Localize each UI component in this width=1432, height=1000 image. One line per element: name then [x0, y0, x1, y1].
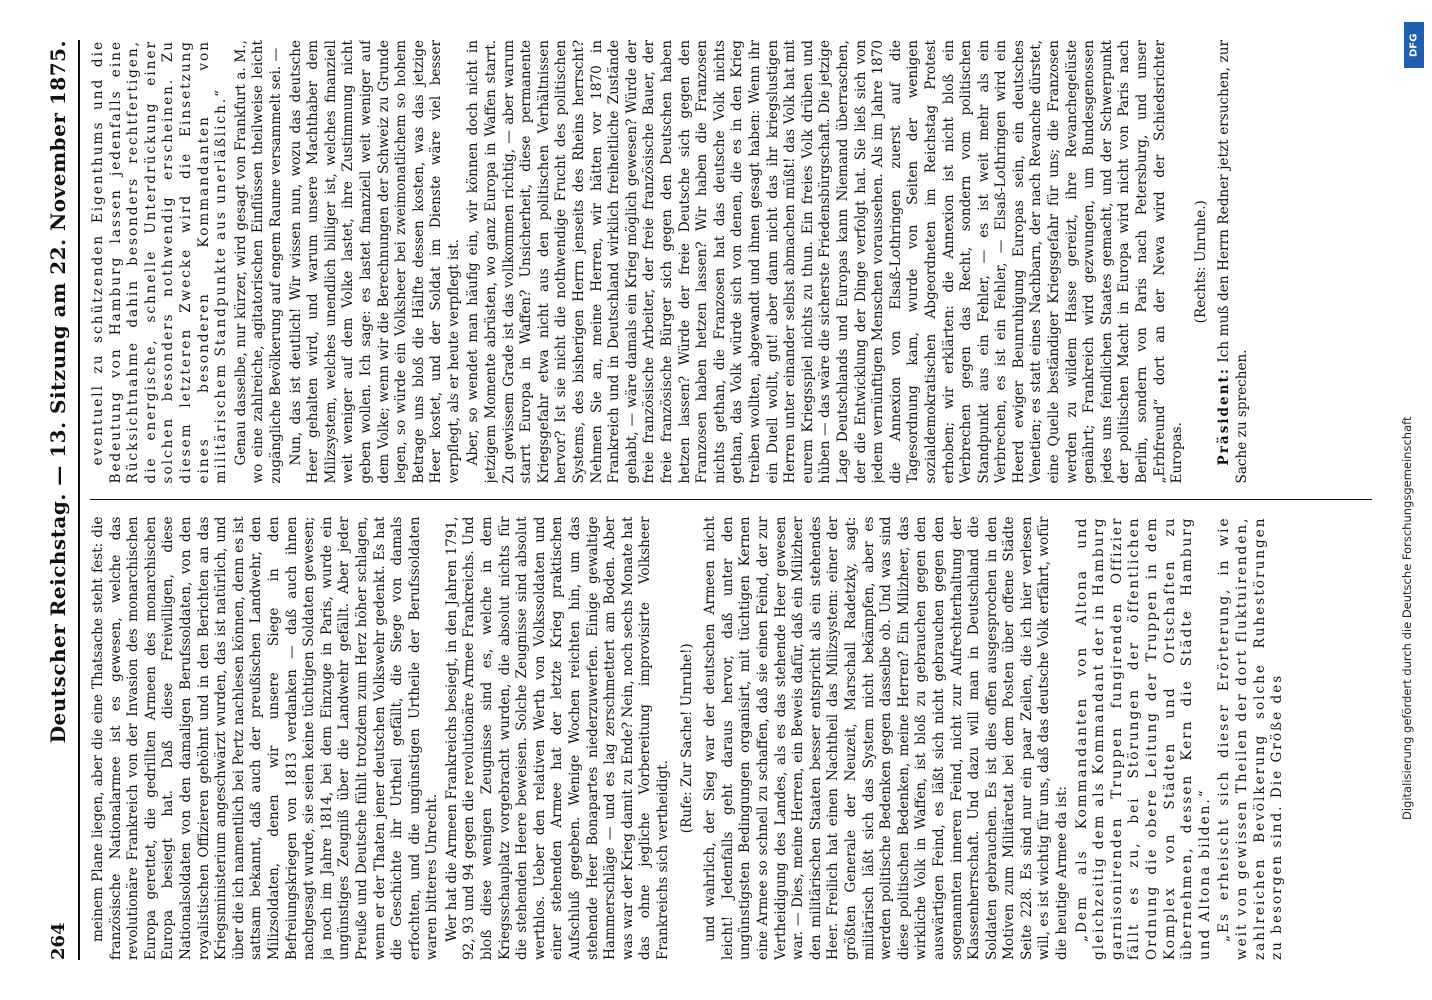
page-number: 264	[47, 922, 69, 960]
remark-text: Ich muß den Herrn Redner jetzt ersuchen, zur Sache zu sprechen.	[1216, 40, 1250, 484]
paragraph: meinem Plane liegen, aber die eine Thatsache steht fest: die französische Nationalarmee ist es gewesen, welche das revolutionäre Frankreich von der Invasion des monarchischen Europa gerettet, die gedrillten Armeen des monarchischen Europa besiegt hat. Daß diese Freiwilligen, diese Nationalsoldaten von den damaligen Berufssoldaten, von den royalistischen Offizieren gehöhnt und in den Berichten an das Kriegsministerium angeschwärzt wurden, das ist natürlich, und über die ich namentlich bei Pertz nachlesen können, denn es ist sattsam bekannt, daß auch der preußischen Landwehr, den Milizsoldaten, denen wir unsere Siege in den Befreiungskriegen von 1813 verdanken — daß auch ihnen nachgesagt wurde, sie seien keine tüchtigen Soldaten gewesen; ja noch im Jahre 1814, bei dem Einzuge in Paris, wurde ein ungünstiges Zeugniß über die Landwehr gefällt. Aber jeder Preuße und Deutsche fühlt trotzdem zum Herz höher schlagen, wenn er der Thaten jener deutschen Volkswehr gedenkt. Es hat die Geschichte ihr Urtheil gefällt, die Siege von damals erfochten, und die ungünstigen Urtheile der Berufssoldaten waren bitteres Unrecht.	[90, 516, 441, 960]
paragraph: und wahrlich, der Sieg war der deutschen Armeen nicht leicht! Jedenfalls geht daraus hervor, daß unter den ungünstigsten Bedingungen organisirt, mit tüchtigen Kernen eine Armee so schnell zu schaffen, daß sie einen Feind, der zur Vertheidigung des Landes, als es das stehende Heer gewesen war. — Dies, meine Herren, ein Beweis dafür, daß ein Milizheer den militärischen Staaten besser entspricht als ein stehendes Heer. Freilich hat einen Nachtheil das Milizsystem: einer der größten Generale der Neuzeit, Marschall Radetzky, sagt: militärisch läßt sich das System nicht bekämpfen, aber es werden politische Bedenken gegen dasselbe ob. Und was sind diese politischen Bedenken, meine Herren? Ein Milizheer, das wirkliche Volk in Waffen, ist bloß zu gebrauchen gegen den auswärtigen Feind, es läßt sich nicht gebrauchen gegen den sogenannten inneren Feind, nicht zur Aufrechterhaltung der Klassenherrschaft. Und dazu will man in Deutschland die Soldaten gebrauchen. Es ist dies offen ausgesprochen in den Motiven zum Militäretat bei dem Posten über offene Städte Seite 228. Es sind nur ein paar Zeilen, die ich hier verlesen will, es ist wichtig für uns, daß das deutsche Volk erfährt, wofür die heutige Armee da ist:	[702, 516, 1071, 960]
left-column	[90, 517, 1372, 961]
page-title: Deutscher Reichstag. — 13. Sitzung am 22. November 1875.	[46, 40, 70, 744]
quotation: „Es erheischt sich dieser Erörterung, in wie weit von gewissen Theilen der dort fluktuirenden, zahlreichen Bevölkerung solche Ruhestörungen zu besorgen sind. Die Größe des	[1216, 516, 1286, 960]
quotation: „Dem als Kommandanten von Altona und gleichzeitig dem als Kommandant der in Hamburg garnisonirenden Truppen fungirenden Offizier fällt es zu, bei Störungen der öffentlichen Ordnung die obere Leitung der Truppen in dem Komplex von Städten und Ortschaften zu übernehmen, dessen Kern die Städte Hamburg und Altona bilden.“	[1073, 516, 1213, 960]
column-divider	[90, 500, 1372, 501]
right-column	[90, 40, 1372, 484]
quotation: eventuell zu schützenden Eigenthums und die Bedeutung von Hamburg lassen jedenfalls eine Rücksichtnahme dahin besonders rechtfertigen, die energische, schnelle Unterdrückung einer solchen besonders nothwendig erscheinen. Zu diesem letzteren Zwecke wird die Einsetzung eines besonderen Kommandanten von militärischem Standpunkte aus unerläßlich.“	[90, 40, 230, 484]
paragraph: Aber, so wendet man häufig ein, wir können doch nicht in jetzigem Momente abrüsten, wo ganz Europa in Waffen starrt. Zu gewissem Grade ist das vollkommen richtig, — aber warum starrt Europa in Waffen? Unsicherheit, diese permanente Kriegsgefahr etwa nicht aus den politischen Verhältnissen hervor? Ist sie nicht die nothwendige Frucht des politischen Systems, des bisherigen Herrn jenseits des Rheins herrscht? Nehmen Sie an, meine Herren, wir hätten vor 1870 in Frankreich und in Deutschland wirklich freiheitliche Zustände gehabt, — wäre damals ein Krieg möglich gewesen? Würde der freie französische Arbeiter, der freie französische Bauer, der freie französische Bürger sich gegen den Deutschen haben hetzen lassen? Würde der freie Deutsche sich gegen den Franzosen haben hetzen lassen? Wir haben die Franzosen nichts gethan, die Franzosen hat das deutsche Volk nichts gethan, das Volk würde sich von denen, die es in den Krieg treiben wollten, abgewandt und ihnen gesagt haben: Wenn ihr ein Duell wollt, gut! aber dann nicht das ihr kriegslustigen Herren unter einander selbst abmachen müßt! das Volk hat mit eurem Kriegsspiel nichts zu thun. Ein freies Volk drüben und hüben — das wäre die sicherste Friedensbürgschaft. Die jetzige Lage Deutschlands und Europas kann Niemand überraschen, der die Entwicklung der Dinge verfolgt hat. Sie ließ sich von jedem vernünftigen Menschen voraussehen. Als im Jahre 1870 die Annexion von Elsaß-Lothringen zuerst auf die Tagesordnung kam, wurde von Seiten der wenigen sozialdemokratischen Abgeordneten im Reichstag Protest erhoben; wir erklärten: die Annexion ist nicht bloß ein Verbrechen gegen das Recht, sondern vom politischen Standpunkt aus ein Fehler, — es ist weit mehr als ein Verbrechen, es ist ein Fehler, — Elsaß-Lothringen wird ein Heerd ewiger Beunruhigung Europas sein, ein deutsches Venetien; es statt eines Nachbarn, der nach Revanche dürstet, eine Quelle beständiger Kriegsgefahr für uns; die Franzosen werden zu wildem Hasse gereizt, ihre Revanchegelüste genährt; Frankreich wird gezwungen, um Bundesgenossen jedes uns feindlichen Staates gemacht, und der Schwerpunkt der politischen Macht in Europa wird nicht von Paris nach Berlin, sondern von Paris nach Petersburg, und unser „Erbfreund“ dort an der Newa wird der Schiedsrichter Europas.	[465, 40, 1186, 484]
page-header	[38, 40, 80, 960]
digitization-credit: Digitalisierung gefördert durch die Deutsche Forschungsgemeinschaft	[1400, 416, 1414, 820]
president-remark	[1216, 40, 1251, 484]
interjection: (Rufe: Zur Sache! Unruhe!)	[678, 643, 695, 834]
paragraph: Nun, das ist deutlich! Wir wissen nun, wozu das deutsche Heer gehalten wird, und warum unsere Machthaber dem Milizsystem, welches unendlich billiger ist, welches finanziell weit weniger auf dem Volke lastet, ihre Zustimmung nicht geben wollen. Ich sage: es lastet finanziell weit weniger auf dem Volke; wenn wir die Berechnungen der Schweiz zu Grunde legen, so würde ein Volksheer bei zweimonatlichem so hohem Betrage uns bloß die Hälfte dessen kosten, was das jetzige Heer kostet, und der Soldat im Dienste wäre viel besser verpflegt, als er heute verpflegt ist.	[287, 40, 462, 484]
speaker-name: Präsident:	[1216, 367, 1233, 466]
text-columns	[90, 40, 1372, 960]
dfg-badge: DFG	[1404, 22, 1424, 68]
interjection: (Rechts: Unruhe.)	[1192, 200, 1209, 324]
paragraph: Wer hat die Armeen Frankreichs besiegt, in den Jahren 1791, 92, 93 und 94 gegen die revolutionäre Armee Frankreichs. Und bloß diese wenigen Zeugnisse sind es, welche in dem Kriegsschauplatz vorgebracht wurden, die absolut nichts für die stehenden Heere beweisen. Solche Zeugnisse sind absolut werthlos. Ueber den relativen Werth von Volkssoldaten und einer stehenden Armee hat der letzte Krieg praktischen Aufschluß gegeben. Wenige Wochen reichten hin, um das stehende Heer Bonapartes niederzuwerfen. Einige gewaltige Hammerschläge — und es lag zerschmettert am Boden. Aber was war der Krieg damit zu Ende? Nein, noch sechs Monate hat das ohne jegliche Vorbereitung improvisirte Volksheer Frankreichs sich vertheidigt.	[443, 516, 671, 960]
paragraph: Genau dasselbe, nur kürzer, wird gesagt von Frankfurt a. M., wo eine zahlreiche, agitatorischen Einflüssen theilweise leicht zugängliche Bevölkerung auf engem Raume versammelt sei. —	[232, 40, 284, 484]
